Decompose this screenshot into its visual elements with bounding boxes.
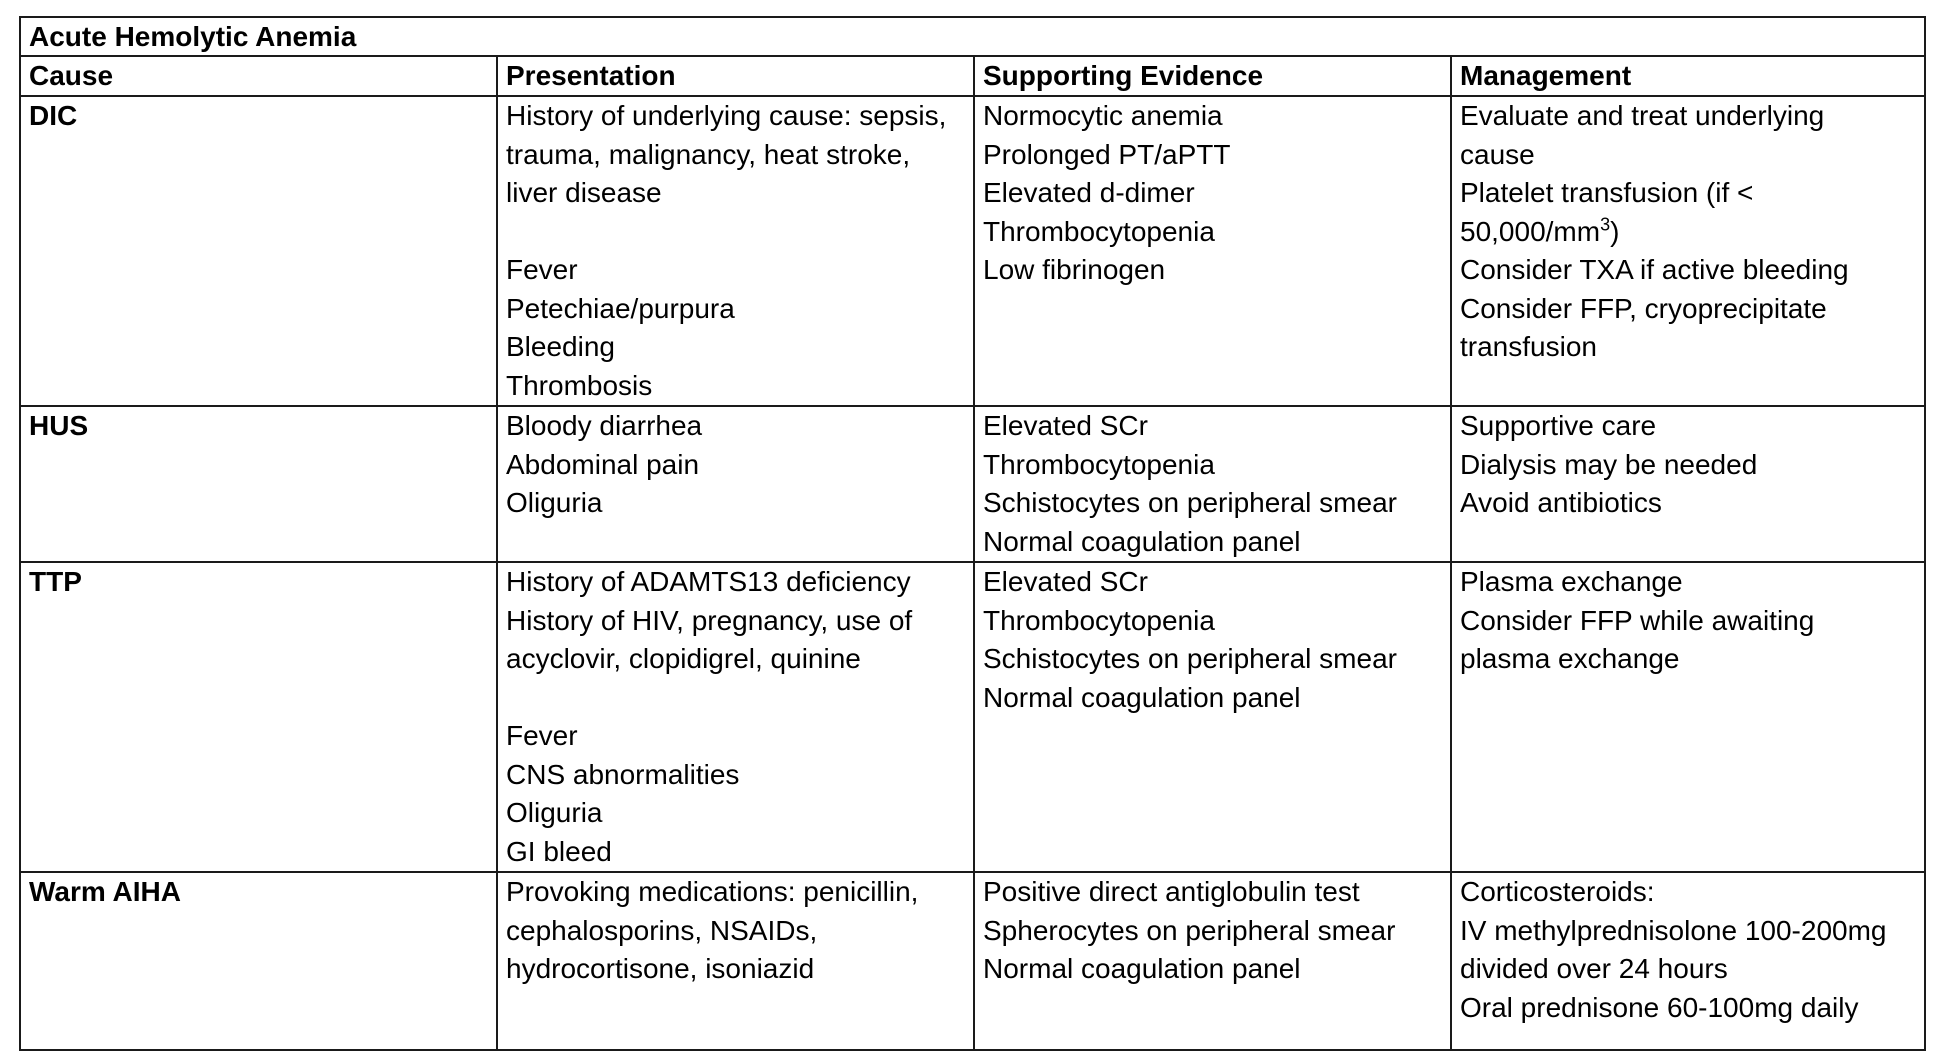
cell-line (1460, 251, 1916, 290)
management-cell (1451, 406, 1925, 562)
cell-line-text: IV methylprednisolone 100-200mg (1460, 914, 1887, 946)
cell-line (1460, 484, 1916, 523)
table-row-dic (20, 96, 1925, 406)
cell-line-text: Supportive care (1460, 410, 1657, 441)
cell-line (506, 136, 965, 175)
cell-line-text: cause (1460, 138, 1535, 170)
cell-line (506, 174, 965, 213)
cell-line (506, 290, 965, 329)
cell-line-text: Normal coagulation panel (983, 525, 1301, 557)
cell-line (1460, 446, 1916, 485)
evidence-cell (974, 96, 1451, 406)
cell-line-text: History of underlying cause: sepsis, (506, 100, 947, 131)
cell-line (983, 407, 1442, 446)
cell-line (1460, 174, 1916, 213)
cell-line-text: GI bleed (506, 835, 612, 867)
cell-line (1460, 407, 1916, 446)
cell-line-text: Normocytic anemia (983, 100, 1223, 131)
cause-cell: DIC (20, 96, 497, 406)
cell-line (983, 136, 1442, 175)
management-cell (1451, 96, 1925, 406)
cell-line (506, 446, 965, 485)
header-presentation: Presentation (497, 56, 974, 96)
cell-line (506, 213, 965, 252)
cell-line (506, 328, 965, 367)
cell-line (506, 679, 965, 718)
cell-line (983, 446, 1442, 485)
table-title-row (20, 17, 1925, 56)
cell-line-text: Schistocytes on peripheral smear (983, 487, 1397, 518)
cell-line-text: trauma, malignancy, heat stroke, (506, 138, 911, 170)
cell-line-text: Avoid antibiotics (1460, 487, 1662, 518)
cell-line-suffix: ) (1610, 215, 1620, 247)
cell-line (1460, 873, 1916, 912)
cell-line (1460, 950, 1916, 989)
cell-line-text: Consider TXA if active bleeding (1460, 254, 1849, 285)
evidence-cell (974, 872, 1451, 1050)
cell-line (1460, 640, 1916, 679)
header-management: Management (1451, 56, 1925, 96)
cell-line (506, 794, 965, 833)
table-row-warm-aiha (20, 872, 1925, 1050)
cell-line (983, 640, 1442, 679)
cell-line (1460, 328, 1916, 367)
cell-line (983, 912, 1442, 951)
cell-line (1460, 213, 1916, 252)
table-header-row (20, 56, 1925, 96)
cell-line (1460, 563, 1916, 602)
cell-line-text: Plasma exchange (1460, 566, 1683, 597)
cell-line (506, 602, 965, 641)
cell-line-text: Consider FFP while awaiting (1460, 604, 1815, 636)
cell-line (506, 873, 965, 912)
cell-line-text: Platelet transfusion (if < (1460, 177, 1754, 208)
table-title: Acute Hemolytic Anemia (20, 17, 1925, 56)
cell-line-text: CNS abnormalities (506, 758, 740, 790)
cell-line-text: acyclovir, clopidigrel, quinine (506, 643, 861, 674)
cell-line (983, 950, 1442, 989)
cell-line-text: Consider FFP, cryoprecipitate (1460, 292, 1827, 324)
table-row-hus (20, 406, 1925, 562)
cell-line-text: Thrombosis (506, 369, 653, 401)
management-cell (1451, 562, 1925, 872)
cell-line-text: Prolonged PT/aPTT (983, 138, 1231, 170)
cell-line-text: Spherocytes on peripheral smear (983, 914, 1396, 946)
cell-line-text: Thrombocytopenia (983, 448, 1215, 480)
cell-line-text: Oliguria (506, 487, 603, 518)
cell-line-text: Dialysis may be needed (1460, 448, 1758, 480)
cell-line-text: Bloody diarrhea (506, 410, 703, 441)
presentation-cell (497, 406, 974, 562)
cell-line-text: transfusion (1460, 331, 1597, 362)
cell-line (983, 523, 1442, 562)
cell-line-text: liver disease (506, 177, 662, 208)
cell-line (506, 97, 965, 136)
cell-line-text: Abdominal pain (506, 448, 700, 480)
cell-line-text: hydrocortisone, isoniazid (506, 953, 815, 984)
cell-line (1460, 97, 1916, 136)
cell-line (1460, 989, 1916, 1028)
cell-line-text: Positive direct antiglobulin test (983, 876, 1360, 907)
cell-line-text: Normal coagulation panel (983, 681, 1301, 713)
cell-line-text: Bleeding (506, 331, 615, 362)
cell-line-text: 50,000/mm (1460, 215, 1601, 247)
cell-line (506, 756, 965, 795)
cell-line-text: Elevated SCr (983, 566, 1148, 597)
cell-line-text: Thrombocytopenia (983, 215, 1215, 247)
cell-line (506, 407, 965, 446)
cell-line (1460, 136, 1916, 175)
cell-line-text: Schistocytes on peripheral smear (983, 643, 1397, 674)
cause-cell: HUS (20, 406, 497, 562)
cell-line-text: History of ADAMTS13 deficiency (506, 566, 911, 597)
hemolytic-anemia-table-container (19, 16, 1924, 1051)
cell-line (506, 950, 965, 989)
cell-line (983, 484, 1442, 523)
cell-line-text: plasma exchange (1460, 643, 1680, 674)
cell-line-text: Petechiae/purpura (506, 292, 735, 324)
cell-line-text: Thrombocytopenia (983, 604, 1215, 636)
cell-line (506, 912, 965, 951)
cell-line (983, 213, 1442, 252)
cell-line (983, 251, 1442, 290)
superscript: 3 (1600, 214, 1611, 235)
cell-line (506, 717, 965, 756)
cell-line (983, 602, 1442, 641)
header-supporting-evidence: Supporting Evidence (974, 56, 1451, 96)
hemolytic-anemia-table (19, 16, 1926, 1051)
cell-line-text: divided over 24 hours (1460, 953, 1728, 984)
cell-line (506, 833, 965, 872)
cell-line (983, 563, 1442, 602)
cell-line-text: Fever (506, 720, 578, 751)
cell-line-text: Oliguria (506, 797, 603, 828)
cause-cell: Warm AIHA (20, 872, 497, 1050)
cell-line-text: cephalosporins, NSAIDs, (506, 914, 818, 946)
cell-line-text: Fever (506, 254, 578, 285)
cell-line (983, 174, 1442, 213)
presentation-cell (497, 562, 974, 872)
cell-line-text: Evaluate and treat underlying (1460, 100, 1825, 131)
cell-line (506, 367, 965, 406)
presentation-cell (497, 872, 974, 1050)
cell-line (506, 563, 965, 602)
evidence-cell (974, 406, 1451, 562)
cell-line-text: Normal coagulation panel (983, 953, 1301, 984)
presentation-cell (497, 96, 974, 406)
management-cell (1451, 872, 1925, 1050)
cell-line (983, 873, 1442, 912)
cell-line (983, 97, 1442, 136)
cell-line (1460, 290, 1916, 329)
cell-line-text: Elevated d-dimer (983, 177, 1195, 208)
cell-line-text: Provoking medications: penicillin, (506, 876, 919, 907)
header-cause: Cause (20, 56, 497, 96)
cell-line (506, 251, 965, 290)
table-row-ttp (20, 562, 1925, 872)
cell-line-text: History of HIV, pregnancy, use of (506, 604, 913, 636)
cell-line-text: Elevated SCr (983, 410, 1148, 441)
cause-cell: TTP (20, 562, 497, 872)
cell-line-text: Oral prednisone 60-100mg daily (1460, 991, 1859, 1023)
cell-line (506, 484, 965, 523)
evidence-cell (974, 562, 1451, 872)
cell-line (983, 679, 1442, 718)
cell-line (1460, 602, 1916, 641)
cell-line-text: Low fibrinogen (983, 254, 1166, 285)
cell-line (506, 640, 965, 679)
cell-line-text: Corticosteroids: (1460, 876, 1655, 907)
cell-line (1460, 912, 1916, 951)
